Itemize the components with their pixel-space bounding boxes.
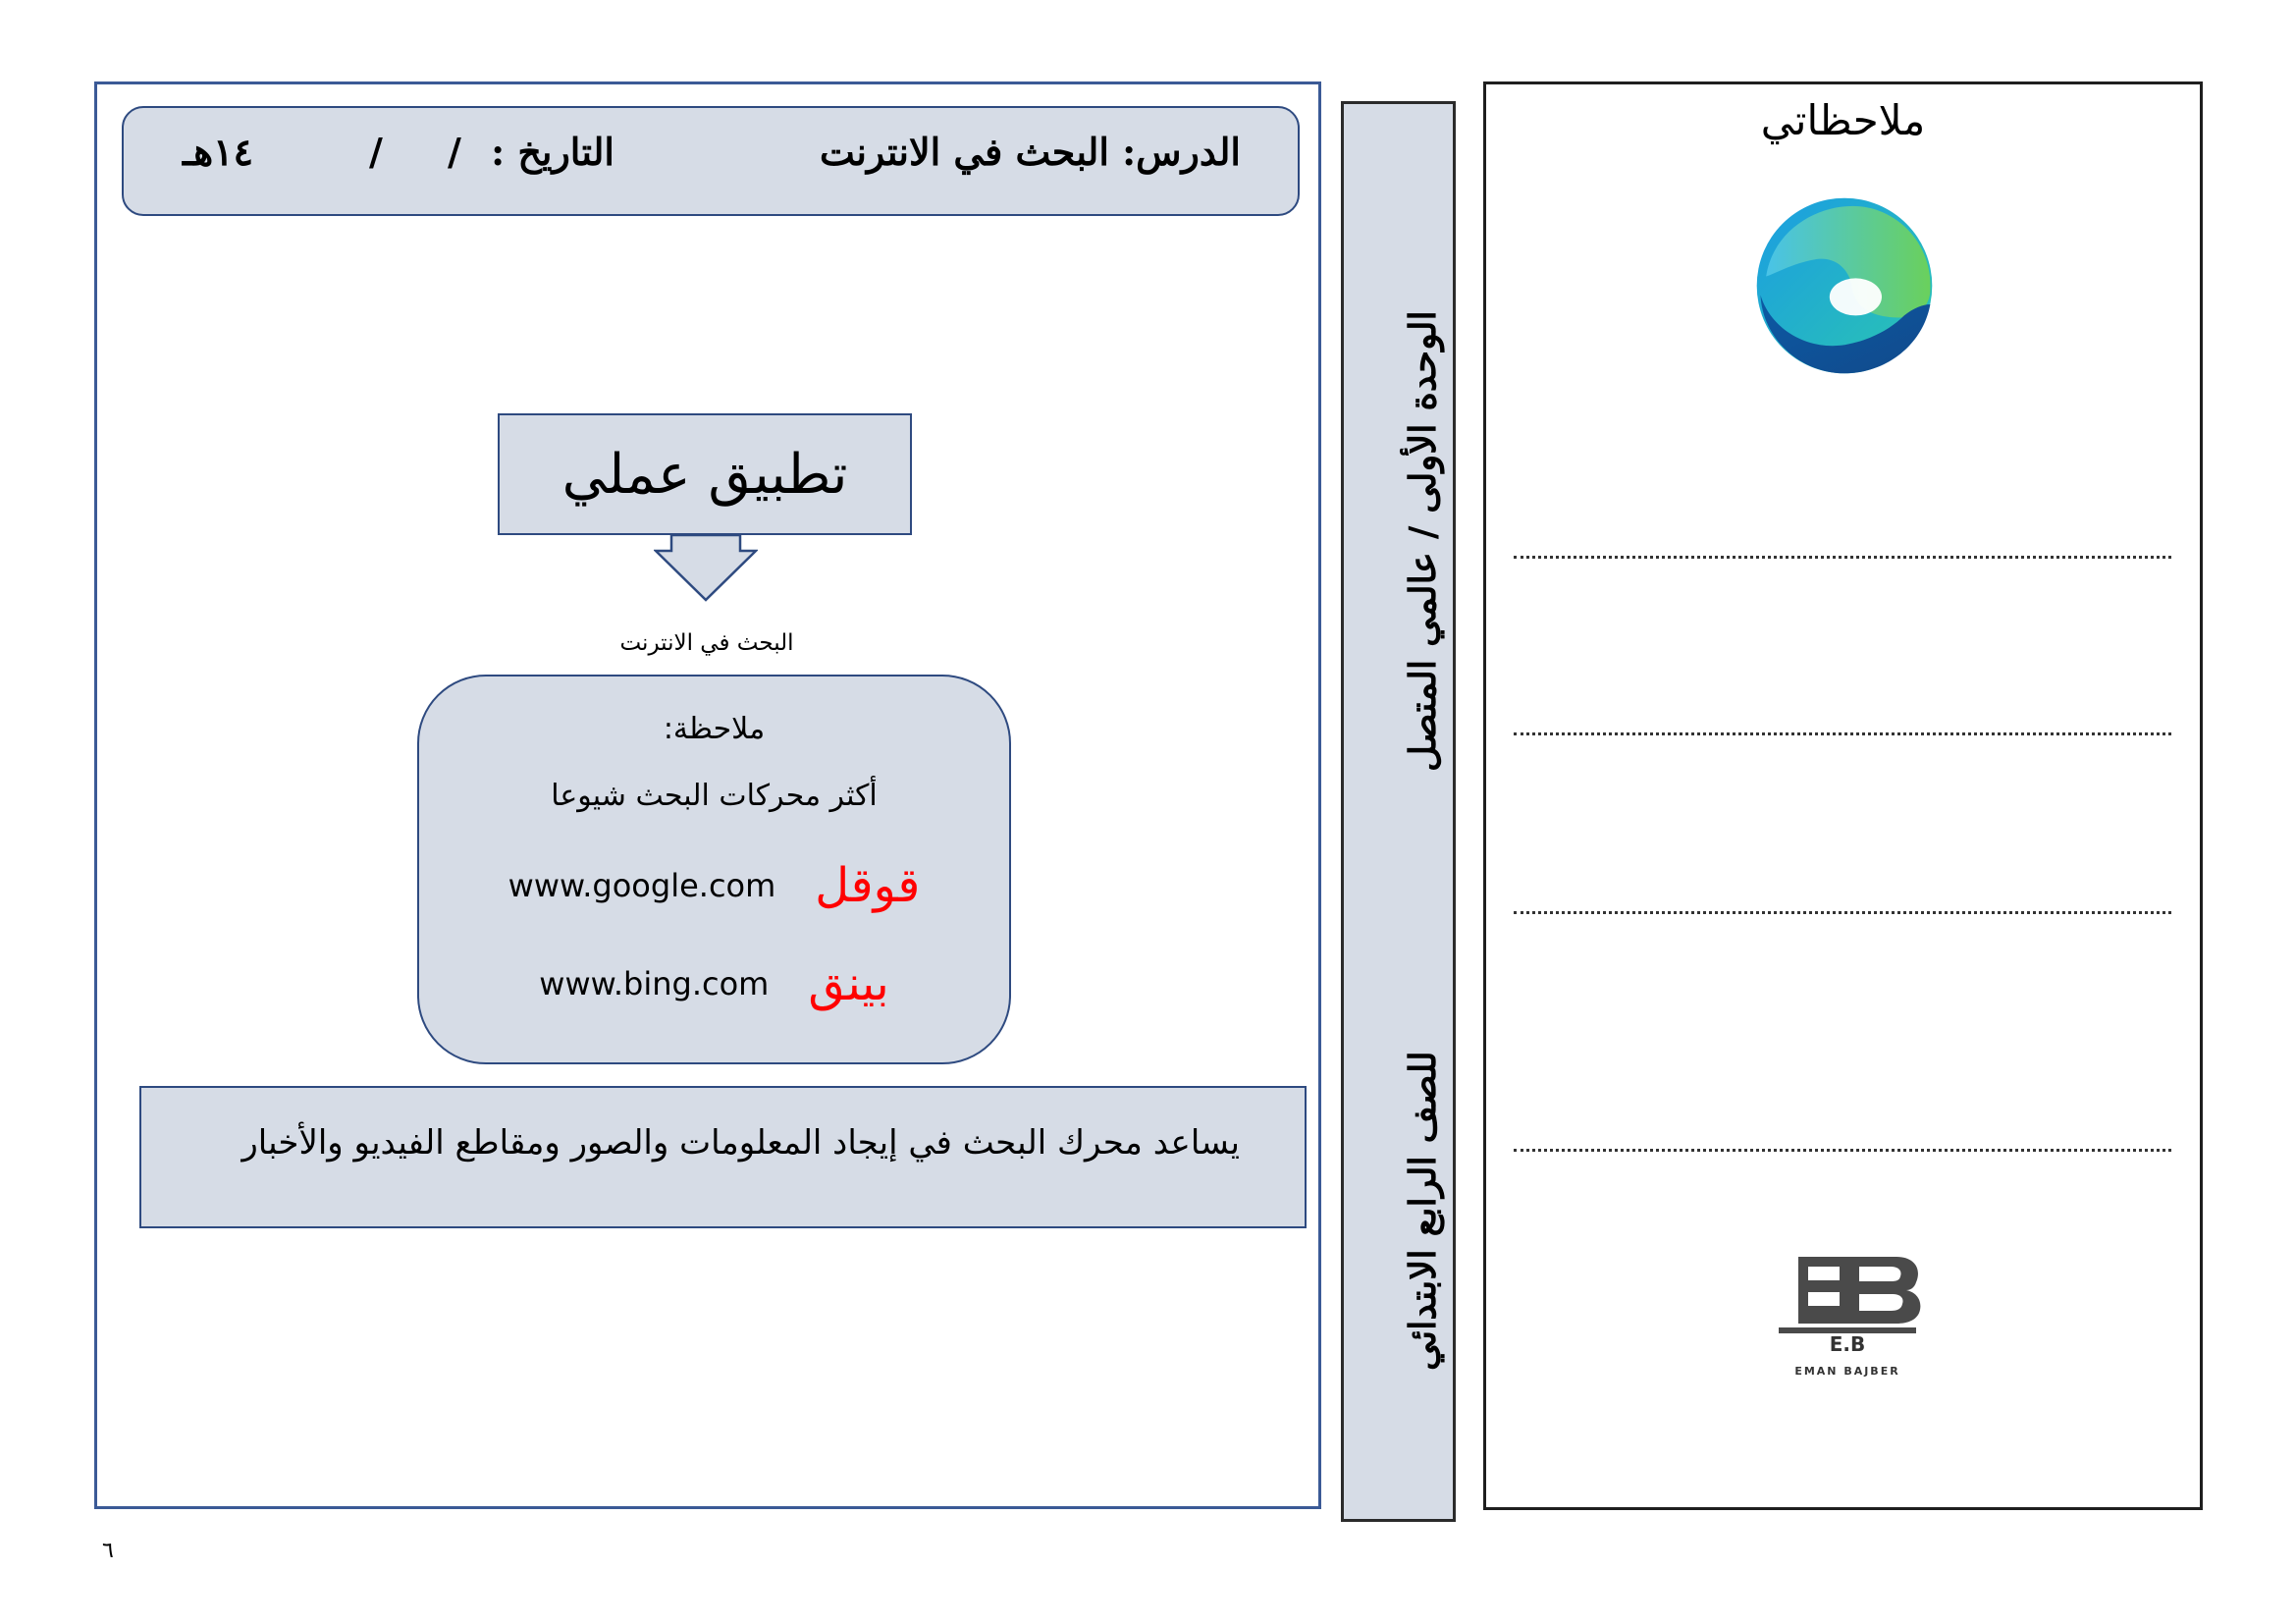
unit-label: الوحدة الأولى / عالمي المتصل — [1401, 310, 1444, 772]
practical-caption: البحث في الانترنت — [619, 630, 794, 656]
vertical-title-strip — [1341, 101, 1456, 1522]
engine-name: بينق — [808, 956, 889, 1011]
date-hijri-suffix: ١٤هـ — [183, 130, 253, 174]
date-separator: / — [448, 130, 461, 174]
writing-line — [1514, 556, 2171, 559]
date-field — [183, 130, 614, 189]
search-engine-row — [419, 851, 1009, 920]
writing-line — [1514, 732, 2171, 735]
lesson-header — [122, 106, 1300, 216]
logo-name: EMAN BAJBER — [1794, 1365, 1900, 1378]
notes-title: ملاحظاتي — [1760, 96, 1926, 144]
edge-browser-icon — [1751, 192, 1938, 379]
writing-line — [1514, 911, 2171, 914]
info-text: يساعد محرك البحث في إيجاد المعلومات والصور ومقاطع الفيديو والأخبار — [241, 1123, 1240, 1163]
engine-url: www.google.com — [507, 867, 776, 904]
grade-label: للصف الرابع الابتدائي — [1401, 1051, 1444, 1371]
date-label: التاريخ : — [491, 130, 614, 174]
logo-letters: E.B — [1829, 1332, 1866, 1356]
search-engine-row — [419, 949, 1009, 1018]
info-box — [139, 1086, 1307, 1228]
eb-logo-icon — [1759, 1249, 1936, 1386]
note-title: ملاحظة: — [663, 712, 766, 746]
engine-url: www.bing.com — [539, 965, 770, 1002]
note-box — [417, 675, 1011, 1064]
writing-line — [1514, 1149, 2171, 1152]
engine-name: قوقل — [815, 858, 921, 913]
note-subtitle: أكثر محركات البحث شيوعا — [551, 779, 878, 813]
notes-panel — [1483, 81, 2203, 1510]
page-number: ٦ — [102, 1539, 114, 1563]
down-arrow-icon — [654, 533, 758, 602]
practical-title: تطبيق عملي — [561, 442, 848, 507]
practical-title-box — [498, 413, 912, 535]
lesson-title: الدرس: البحث في الانترنت — [820, 130, 1241, 174]
date-separator: / — [369, 130, 383, 174]
